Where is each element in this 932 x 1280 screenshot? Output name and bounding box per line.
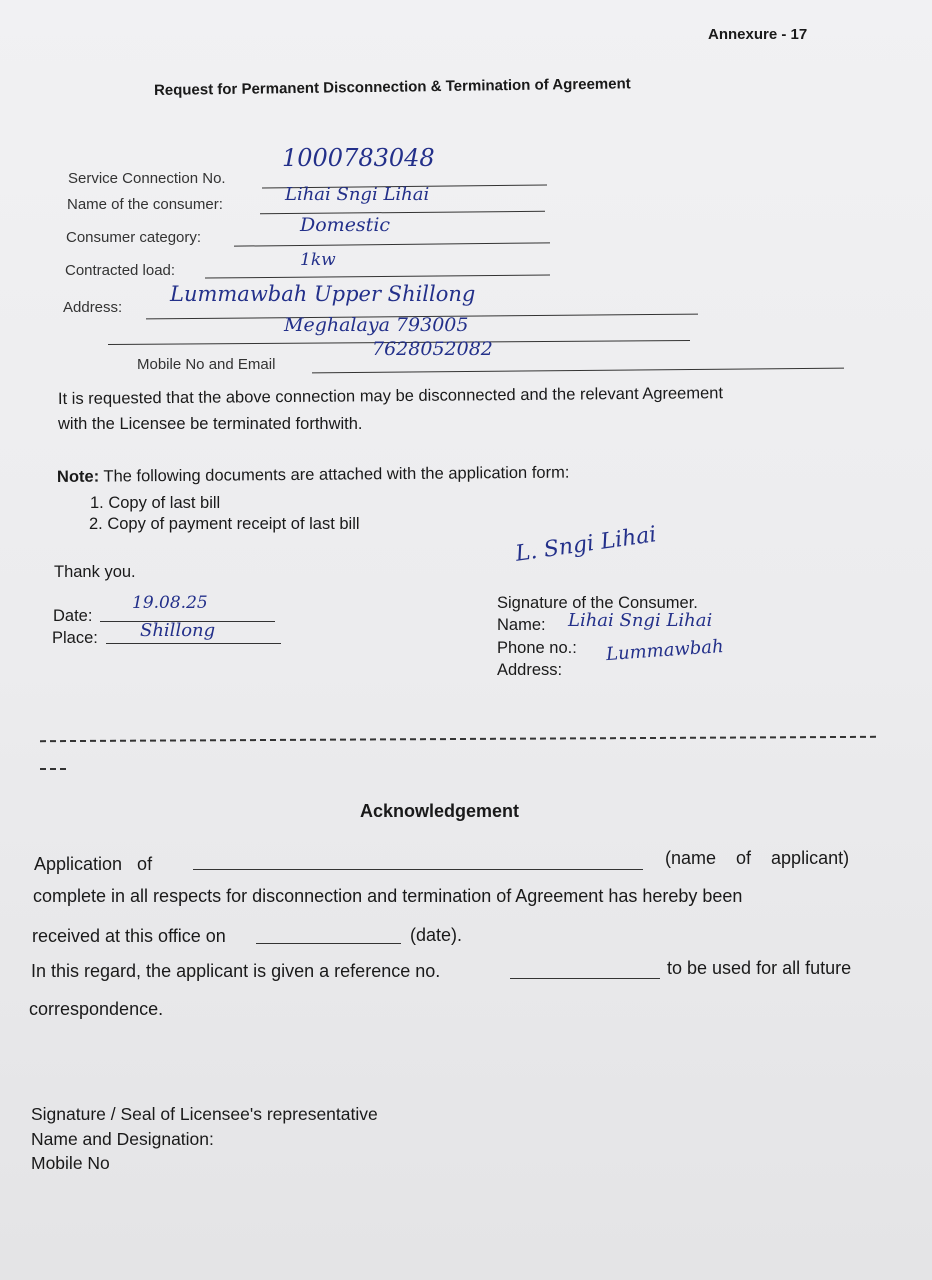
- ack-line3-a: received at this office on: [32, 926, 226, 946]
- cut-line-fragment: [40, 768, 66, 770]
- consumer-name-label: Name:: [497, 616, 546, 634]
- category-value: Domestic: [300, 214, 391, 236]
- ack-line3-b: (date).: [410, 925, 463, 945]
- mobile-label: Mobile No and Email: [137, 356, 276, 373]
- ack-line2: complete in all respects for disconnection and termination of Agreement has hereby been: [33, 886, 743, 906]
- note: [57, 464, 570, 487]
- address-line2: Meghalaya 793005: [284, 314, 469, 336]
- ack-line1-a: Application of: [34, 854, 153, 874]
- acknowledgement-title: Acknowledgement: [360, 801, 520, 821]
- annexure-label: Annexure - 17: [708, 26, 808, 43]
- thank-you: Thank you.: [54, 563, 136, 581]
- form-title: Request for Permanent Disconnection & Termination of Agreement: [153, 75, 631, 99]
- request-line-1: It is requested that the above connection may be disconnected and the relevant Agreement: [57, 384, 724, 408]
- date-label: Date:: [53, 607, 93, 625]
- mobile-value: 7628052082: [372, 338, 493, 360]
- consumer-address-label: Address:: [497, 661, 563, 679]
- licensee-name-label: Name and Designation:: [31, 1129, 214, 1149]
- consumer-address-value: Lummawbah: [605, 635, 725, 666]
- load-value: 1kw: [300, 250, 336, 270]
- date-value: 19.08.25: [132, 593, 208, 613]
- ack-line1-b: (name of applicant): [665, 848, 850, 868]
- phone-label: Phone no.:: [497, 639, 577, 657]
- place-value: Shillong: [140, 620, 216, 641]
- signature-label: Signature of the Consumer.: [497, 594, 698, 612]
- consumer-signature: L. Sngi Lihai: [513, 522, 658, 567]
- name-value: Lihai Sngi Lihai: [285, 184, 430, 205]
- note-text: The following documents are attached with the application form:: [99, 463, 570, 486]
- address-line1: Lummawbah Upper Shillong: [170, 282, 476, 306]
- ack-line4-a: In this regard, the applicant is given a reference no.: [31, 961, 441, 981]
- licensee-mobile-label: Mobile No: [31, 1153, 110, 1173]
- cut-line: [40, 736, 876, 742]
- licensee-signature-label: Signature / Seal of Licensee's representative: [31, 1104, 378, 1124]
- service-connection-label: Service Connection No.: [68, 170, 226, 187]
- place-label: Place:: [52, 629, 98, 647]
- load-label: Contracted load:: [65, 262, 176, 279]
- note-item-1: 1. Copy of last bill: [90, 494, 221, 512]
- consumer-name-value: Lihai Sngi Lihai: [568, 610, 713, 631]
- note-label: Note:: [56, 467, 100, 486]
- request-line-2: with the Licensee be terminated forthwith.: [58, 415, 363, 433]
- note-item-2: 2. Copy of payment receipt of last bill: [89, 515, 360, 533]
- service-connection-value: 1000783048: [282, 144, 435, 172]
- ack-line5: correspondence.: [29, 999, 164, 1019]
- category-label: Consumer category:: [66, 229, 202, 246]
- ack-line4-b: to be used for all future: [667, 958, 852, 978]
- address-label: Address:: [63, 299, 123, 316]
- name-label: Name of the consumer:: [67, 196, 223, 213]
